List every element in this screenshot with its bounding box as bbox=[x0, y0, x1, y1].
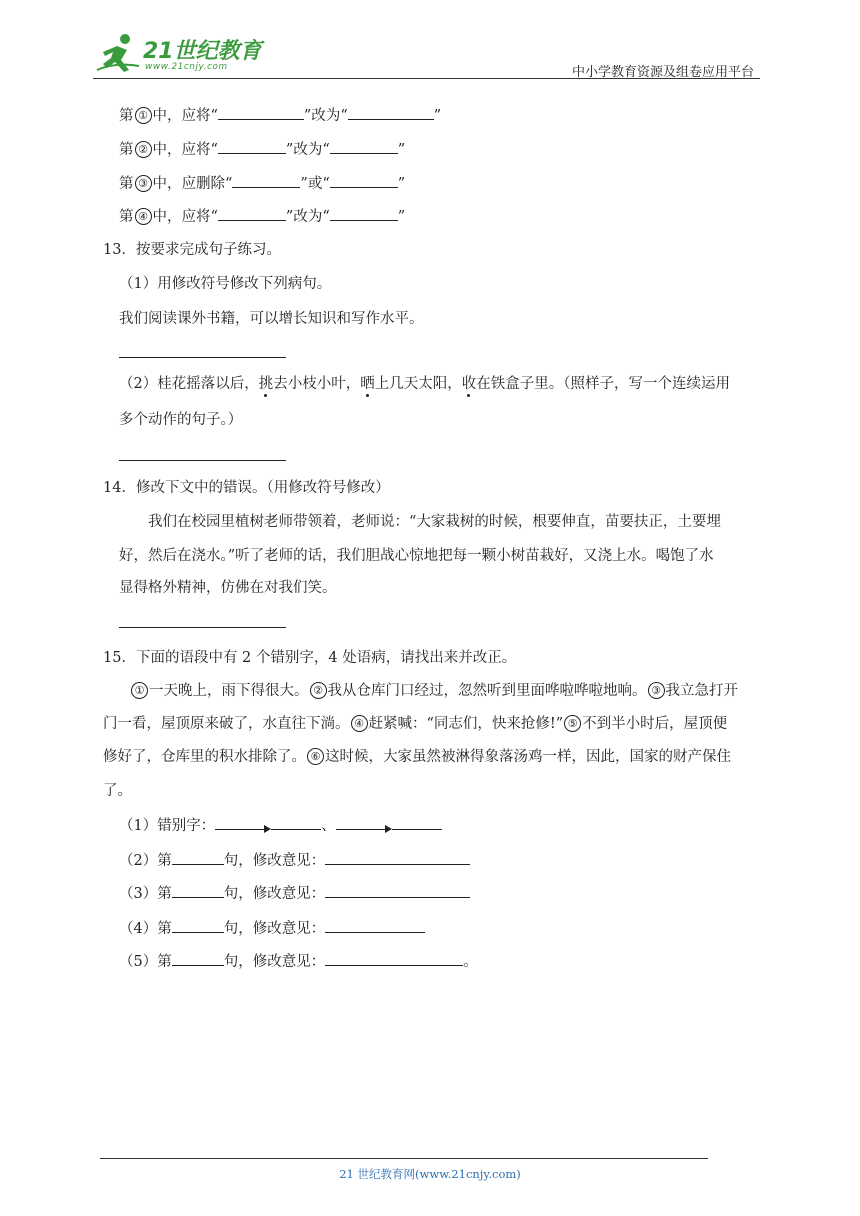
q15-item: （4）第 句，修改意见： bbox=[119, 918, 425, 939]
q15-item: （3）第 句，修改意见： bbox=[119, 883, 470, 904]
q15-para-line: 了。 bbox=[103, 783, 132, 799]
q15-para-line: ① 一天晚上，雨下得很大。 ② 我从仓库门口经过，忽然听到里面哗啦哗啦地响。 ③ 我立急打开 bbox=[130, 681, 738, 701]
answer-line[interactable] bbox=[119, 627, 286, 628]
logo-text: 21世纪教育 bbox=[143, 39, 262, 64]
q12-item: 第 ④ 中，应将“ ”改为“ ” bbox=[119, 206, 405, 227]
answer-line[interactable] bbox=[119, 460, 286, 461]
answer-blank[interactable] bbox=[330, 139, 398, 154]
logo-url: www.21cnjy.com bbox=[145, 62, 228, 72]
answer-blank[interactable] bbox=[218, 139, 286, 154]
answer-blank[interactable] bbox=[325, 918, 425, 933]
answer-blank[interactable] bbox=[232, 173, 300, 188]
q12-item: 第 ② 中，应将“ ”改为“ ” bbox=[119, 139, 405, 160]
q13-sub1: （1）用修改符号修改下列病句。 bbox=[119, 276, 332, 292]
answer-blank[interactable] bbox=[325, 850, 470, 865]
answer-blank[interactable] bbox=[325, 883, 470, 898]
q12-item: 第 ③ 中，应删除“ ”或“ ” bbox=[119, 173, 405, 194]
q14-line: 显得格外精神，仿佛在对我们笑。 bbox=[119, 580, 337, 596]
site-logo bbox=[95, 30, 262, 76]
q13-sentence: 我们阅读课外书籍，可以增长知识和写作水平。 bbox=[119, 311, 424, 327]
q14-line: 好，然后在浇水。”听了老师的话，我们胆战心惊地把每一颗小树苗栽好，又浇上水。喝饱了水 bbox=[119, 548, 714, 564]
footer-link[interactable]: 21 世纪教育网(www.21cnjy.com) bbox=[339, 1167, 521, 1181]
platform-title: 中小学教育资源及组卷应用平台 bbox=[572, 65, 755, 80]
typo-blank[interactable] bbox=[336, 815, 386, 830]
answer-blank[interactable] bbox=[218, 206, 286, 221]
q15-para-line: 修好了，仓库里的积水排除了。 ⑥ 这时候，大家虽然被淋得象落汤鸡一样，因此，国家的财产保住 bbox=[103, 749, 731, 765]
answer-blank[interactable] bbox=[218, 105, 304, 120]
header-divider bbox=[93, 78, 760, 79]
q13-sub2-cont: 多个动作的句子。） bbox=[119, 412, 243, 428]
answer-blank[interactable] bbox=[348, 105, 434, 120]
answer-blank[interactable] bbox=[330, 173, 398, 188]
typo-blank[interactable] bbox=[215, 815, 265, 830]
q15-item: （2）第 句，修改意见： bbox=[119, 850, 470, 871]
footer-divider bbox=[100, 1158, 708, 1159]
answer-blank[interactable] bbox=[330, 206, 398, 221]
answer-blank[interactable] bbox=[325, 951, 463, 966]
q14-title: 14．修改下文中的错误。（用修改符号修改） bbox=[103, 480, 390, 496]
q13-title: 13．按要求完成句子练习。 bbox=[103, 242, 281, 258]
answer-line[interactable] bbox=[119, 357, 286, 358]
answer-blank[interactable] bbox=[172, 951, 224, 966]
typo-blank[interactable] bbox=[392, 815, 442, 830]
answer-blank[interactable] bbox=[172, 918, 224, 933]
q13-sub2: （2）桂花摇落以后，挑去小枝小叶，晒上几天太阳，收在铁盒子里。（照样子，写一个连续运用 bbox=[119, 376, 730, 392]
answer-blank[interactable] bbox=[172, 883, 224, 898]
answer-blank[interactable] bbox=[172, 850, 224, 865]
q12-item: 第 ① 中，应将“ ”改为“ ” bbox=[119, 105, 441, 126]
q15-para-line: 门一看，屋顶原来破了，水直往下淌。 ④ 赶紧喊：“同志们，快来抢修!” ⑤ 不到半小时后，屋顶便 bbox=[103, 716, 728, 732]
typo-blank[interactable] bbox=[271, 815, 321, 830]
q15-item: （5）第 句，修改意见： 。 bbox=[119, 951, 478, 972]
q14-line: 我们在校园里植树老师带领着，老师说：“大家栽树的时候，根要伸直，苗要扶正，土要埋 bbox=[148, 514, 721, 530]
q15-typo: （1）错别字： 、 bbox=[119, 815, 442, 836]
q15-title: 15．下面的语段中有 2 个错别字，4 处语病，请找出来并改正。 bbox=[103, 650, 517, 666]
runner-logo-icon bbox=[95, 32, 143, 76]
